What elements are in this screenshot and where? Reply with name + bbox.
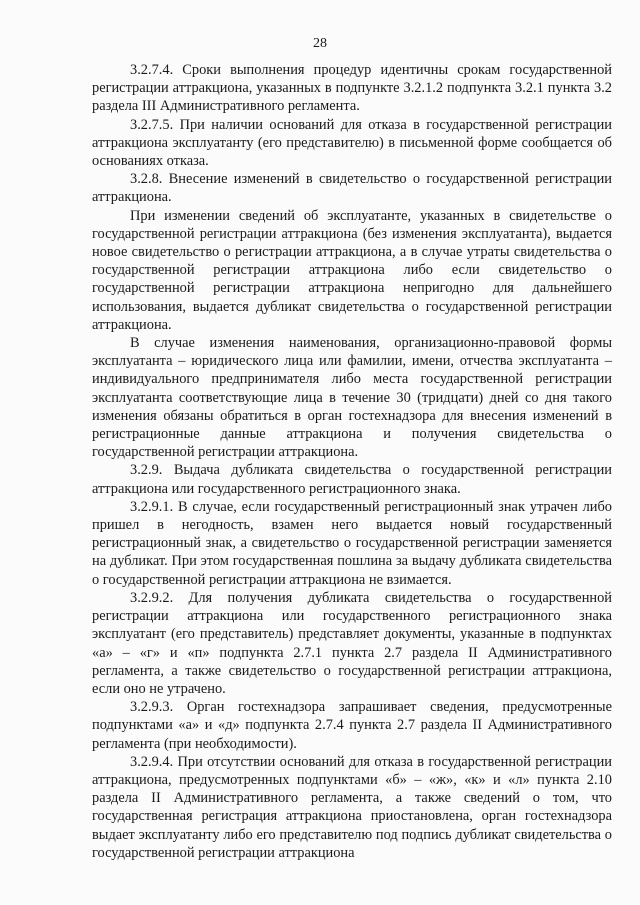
paragraph-3-2-9: 3.2.9. Выдача дубликата свидетельства о государственной регистрации аттракциона или государственного регистрационного знака. (92, 462, 612, 497)
paragraph-3-2-8: 3.2.8. Внесение изменений в свидетельство о государственной регистрации аттракциона. (92, 171, 612, 206)
paragraph-3-2-7-4: 3.2.7.4. Сроки выполнения процедур идентичны срокам государственной регистрации аттракциона, указанных в подпункте 3.2.1.2 подпункта 3.2.1 пункта 3.2 раздела III Административного регламента. (92, 62, 612, 115)
paragraph-3-2-9-2: 3.2.9.2. Для получения дубликата свидетельства о государственной регистрации аттракциона или государственного регистрационного знака эксплуатант (его представитель) представляет документы, указанные в подпунктах «а» – «г» и «п» подпункта 2.7.1 пункта 2.7 раздела II Административного регламента, а также свидетельство о государственной регистрации аттракциона, если оно не утрачено. (92, 589, 612, 697)
paragraph-3-2-9-1: 3.2.9.1. В случае, если государственный регистрационный знак утрачен либо пришел в негодность, взамен него выдается новый государственный регистрационный знак, а свидетельство о государственной регистрации заменяется на дубликат. При этом государственная пошлина за выдачу дубликата свидетельства о государственной регистрации аттракциона не взимается. (92, 498, 612, 588)
paragraph-3-2-9-3: 3.2.9.3. Орган гостехнадзора запрашивает сведения, предусмотренные подпунктами «а» и «д» подпункта 2.7.4 пункта 2.7 раздела II Административного регламента (при необходимости). (92, 699, 612, 752)
paragraph-3-2-9-4: 3.2.9.4. При отсутствии оснований для отказа в государственной регистрации аттракциона, предусмотренных подпунктами «б» – «ж», «к» и «л» пункта 2.10 раздела II Административного регламента, а также сведений о том, что государственная регистрация аттракциона приостановлена, орган гостехнадзора выдает эксплуатанту либо его представителю под подпись дубликат свидетельства о государственной регистрации аттракциона (92, 753, 612, 861)
paragraph-3-2-7-5: 3.2.7.5. При наличии оснований для отказа в государственной регистрации аттракциона эксплуатанту (его представителю) в письменной форме сообщается об основаниях отказа. (92, 116, 612, 170)
paragraph-change-of-name: В случае изменения наименования, организационно-правовой формы эксплуатанта – юридического лица или фамилии, имени, отчества эксплуатанта – индивидуального предпринимателя либо места государственной регистрации эксплуатанта соответствующие лица в течение 30 (тридцати) дней со дня такого изменения обязаны обратиться в орган гостехнадзора для внесения изменений в регистрационные данные аттракциона и получения свидетельства о государственной регистрации аттракциона. (92, 335, 612, 461)
page-number: 28 (313, 36, 327, 51)
paragraph-change-of-details: При изменении сведений об эксплуатанте, указанных в свидетельстве о государственной регистрации аттракциона (без изменения эксплуатанта), выдается новое свидетельство о регистрации аттракциона, а в случае утраты свидетельства о государственной регистрации аттракциона либо если свидетельство о государственной регистрации аттракциона непригодно для дальнейшего использования, выдается дубликат свидетельства о государственной регистрации аттракциона. (92, 207, 612, 333)
document-body (92, 61, 612, 862)
